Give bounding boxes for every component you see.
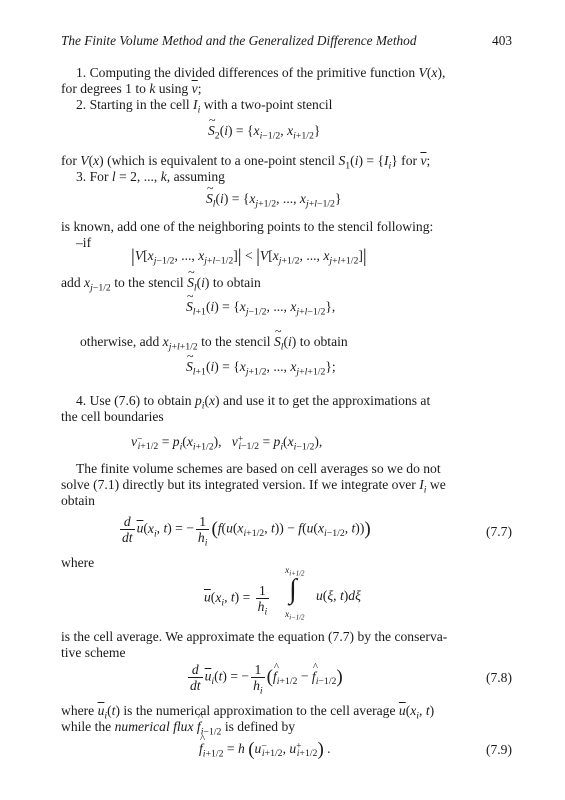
para-2-line-1: is the cell average. We approximate the equation (7.7) by the conserva- — [61, 629, 448, 644]
equation-7-8-number: (7.8) — [485, 670, 512, 685]
equation-7-8: $\frac{d}{dt}$ $\overline{u}_i(t)$ = − $\frac{1}{h_i}$ (^ $f_{i+1/2}$ − ^ $f_{i-1/2}$) — [186, 662, 343, 693]
page — [61, 0, 512, 800]
equation-s2: ~ $S_2(i) = \{x_{i-1/2}$, $x_{i+1/2}$} — [208, 121, 320, 141]
equation-7-7-number: (7.7) — [485, 524, 512, 539]
equation-boundaries: $v^-_{i+1/2} = p_i(x_{i+1/2})$, $v^+_{i-1/2} = p_i(x_{i-1/2})$, — [131, 433, 323, 453]
para-1-line-1: The finite volume schemes are based on cell averages so we do not — [76, 461, 441, 476]
step-2-line: 2. Starting in the cell $I_i$ with a two-point stencil — [76, 97, 333, 116]
para-1-line-3: obtain — [61, 493, 95, 508]
step-2-cont: for V(x) (which is equivalent to a one-point stencil $S_1(i) = \{I_i\}$ for $\overline{v}$; — [61, 153, 431, 172]
step-1-line-2: for degrees 1 to k using $\overline{v}$; — [61, 81, 202, 96]
para-3-line-1: where $\overline{u}_i(t)$ is the numerical approximation to the cell average $\overline{u}(x_i$, t) — [61, 703, 435, 722]
equation-7-9: ^ $f_{i+1/2} = h$ ($u^-_{i+1/2}$, $u^+_{i+1/2}$) . — [199, 739, 331, 760]
add-line: add $x_{j-1/2}$ to the stencil ~ $S_l(i)$ to obtain — [61, 275, 261, 291]
para-2-line-2: tive scheme — [61, 645, 126, 660]
header-title: The Finite Volume Method and the Generalized Difference Method — [61, 33, 417, 48]
integral-lower-limit: $x_{i-1/2}$ — [285, 610, 305, 622]
equation-sl: ~ $S_l(i) = \{x_{j+1/2}$, ..., $x_{j+l-1/2}$} — [206, 189, 341, 209]
equation-cell-average: $\overline{u}(x_i$, t) = $\frac{1}{h_i}$ — [204, 583, 268, 618]
equation-slp1-a: ~ $S_{l+1}(i) = \{x_{j-1/2}$, ..., $x_{j+l-1/2}$}, — [186, 297, 335, 317]
step-3-line: 3. For l = 2, ..., k, assuming — [76, 169, 225, 184]
integral-sign: ∫ — [289, 574, 297, 605]
equation-slp1-b: ~ $S_{l+1}(i) = \{x_{j+1/2}$, ..., $x_{j+l+1/2}$}; — [186, 357, 336, 377]
where-1: where — [61, 555, 95, 570]
equation-7-7: $\frac{d}{dt}$ $\overline{u}(x_i$, t) = − $\frac{1}{h_i}$ ($f(u(x_{i+1/2}$, $t)) - f(u(x_{i-1/2}$, t))) — [122, 514, 371, 549]
step-4-line-1: 4. Use (7.6) to obtain $p_i(x)$ and use it to get the approximations at — [76, 393, 431, 412]
if-label: –if — [76, 235, 92, 250]
page-number: 403 — [492, 33, 512, 48]
para-3-line-2: while the numerical flux ^ $f_{i-1/2}$ is defined by — [61, 719, 295, 735]
integral-upper-limit: $x_{i+1/2}$ — [285, 566, 305, 578]
otherwise-line: otherwise, add $x_{j+l+1/2}$ to the stencil ~ $S_l(i)$ to obtain — [80, 334, 348, 350]
equation-7-9-number: (7.9) — [485, 742, 512, 757]
equation-compare: $|V[x_{j-1/2}$, ..., $x_{j+l-1/2}]| < |V[x_{j+1/2}$, ..., $x_{j+l+1/2}]|$ — [131, 246, 367, 267]
step-3-cont: is known, add one of the neighboring points to the stencil following: — [61, 219, 434, 234]
para-1-line-2: solve (7.1) directly but its integrated version. If we integrate over $I_i$ we — [61, 477, 446, 496]
step-4-line-2: the cell boundaries — [61, 409, 164, 424]
running-header — [61, 33, 512, 49]
integrand: u(ξ, t)dξ — [316, 588, 361, 603]
step-1-line-1: 1. Computing the divided differences of the primitive function V(x), — [76, 65, 446, 80]
